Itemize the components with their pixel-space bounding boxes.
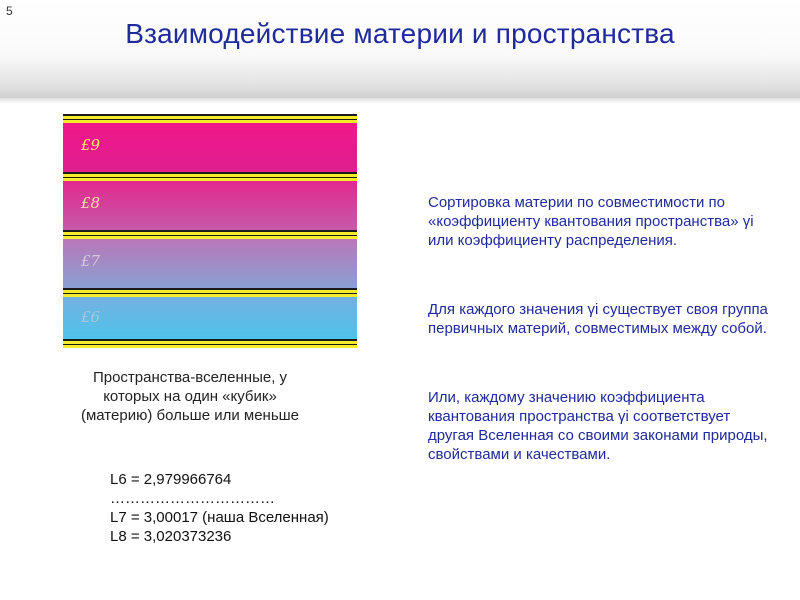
paragraph-groups: Для каждого значения γi существует своя группа первичных материй, совместимых между собой. [428,301,768,337]
slide-number: 5 [6,4,13,18]
coefficient-values [110,470,329,546]
separator-stripe [63,339,357,348]
page-title: Взаимодействие материи и пространства [125,18,675,49]
separator-stripe [63,288,357,297]
separator-stripe [63,230,357,239]
separator-stripe [63,114,357,123]
universe-bands-diagram [63,114,357,348]
band-label-l7: £7 [81,252,101,270]
paragraph-sorting: Сортировка материи по совместимости по «коэффициенту квантования пространства» γi или коэффициенту распределения. [428,194,754,249]
value-l7: L7 = 3,00017 (наша Вселенная) [110,509,329,526]
separator-stripe [63,172,357,181]
paragraph-universes: Или, каждому значению коэффициента квантования пространства γi соответствует другая Вселенная со своими законами природы, свойствами и качествами. [428,389,768,463]
band-l6 [63,297,357,339]
band-label-l6: £6 [81,308,101,326]
bands-caption: Пространства-вселенные, у которых на один «кубик» (материю) больше или меньше [80,369,300,424]
value-l8: L8 = 3,020373236 [110,528,232,545]
band-label-l8: £8 [81,194,101,212]
value-ellipsis: …………………………… [110,490,275,507]
band-l7 [63,239,357,288]
band-l9 [63,123,357,172]
value-l6: L6 = 2,979966764 [110,471,232,488]
band-l8 [63,181,357,230]
band-label-l9: £9 [81,136,101,154]
